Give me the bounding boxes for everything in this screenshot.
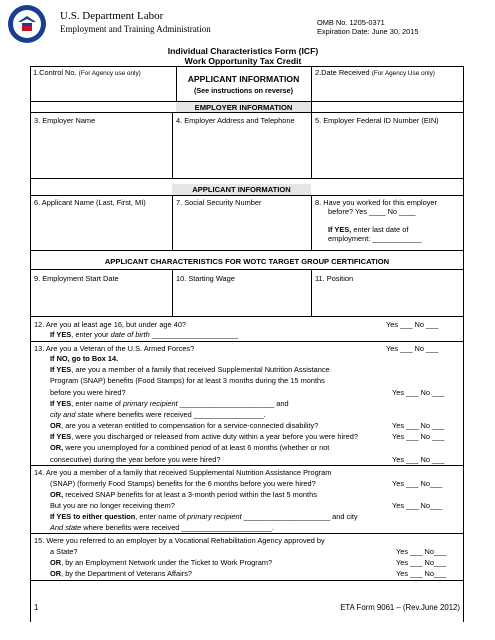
rule — [30, 465, 464, 466]
q12-enter: , enter your — [71, 330, 111, 339]
q13-snap-line1 — [50, 365, 330, 374]
q13-recipient-ifyes: If YES — [50, 399, 72, 408]
q13-snap-line3: before you were hired? — [50, 388, 126, 397]
q13-unemployed-yes-no[interactable]: Yes ___ No ___ — [392, 455, 445, 464]
rule — [30, 178, 464, 179]
date-received-note: (For Agency Use only) — [371, 70, 435, 77]
q15-ticket-or: OR — [50, 558, 62, 567]
employer-name-label: 3. Employer Name — [34, 116, 96, 125]
q14-line2: (SNAP) (formerly Food Stamps) benefits for the 6 months before you were hired? — [50, 479, 316, 488]
q14-recipient-line — [50, 512, 358, 521]
q13-unemployed-or: OR, — [50, 443, 64, 452]
rule — [311, 269, 312, 316]
q13-disability-line — [50, 421, 318, 430]
form-number: ETA Form 9061 – (Rev.June 2012) — [340, 603, 460, 612]
control-no-text: 1.Control No. — [33, 68, 77, 77]
employer-address-label: 4. Employer Address and Telephone — [176, 116, 295, 125]
q13-text: 13. Are you a Veteran of the U.S. Armed Forces? — [34, 344, 195, 353]
q14-line3 — [50, 490, 317, 499]
q13-recipient-blank[interactable]: _______________________ and — [177, 399, 289, 408]
expiration-date: Expiration Date: June 30, 2015 — [317, 27, 419, 36]
q13-city-label: city and state — [50, 410, 94, 419]
q13-discharge-text: , were you discharged or released from active duty within a year before you were hired? — [71, 432, 358, 441]
q15-state-line: a State? — [50, 547, 78, 556]
q14-either: If YES to either question — [50, 512, 136, 521]
wotc-section-title: APPLICANT CHARACTERISTICS FOR WOTC TARGET GROUP CERTIFICATION — [104, 257, 390, 266]
q13-disability-yes-no[interactable]: Yes ___ No ___ — [392, 421, 445, 430]
rule — [30, 112, 464, 113]
q13-discharge-yes-no[interactable]: Yes ___ No ___ — [392, 432, 445, 441]
q14-or: OR, — [50, 490, 64, 499]
q15-ticket-text: , by an Employment Network under the Ticket to Work Program? — [61, 558, 273, 567]
q13-city-blank[interactable]: where benefits were received _________________. — [93, 410, 266, 419]
q13-or: OR — [50, 421, 62, 430]
rule — [30, 112, 31, 622]
ssn-label: 7. Social Security Number — [176, 198, 262, 207]
q13-yes-no[interactable]: Yes ___ No ___ — [386, 344, 439, 353]
q15-state-yes-no[interactable]: Yes ___ No___ — [396, 547, 447, 556]
ssn-field[interactable] — [176, 208, 307, 248]
rule — [30, 195, 464, 196]
ifyes-bold: If YES, — [328, 225, 352, 234]
q13-snap-line2: Program (SNAP) benefits (Food Stamps) for at least 3 months during the 15 months — [50, 376, 325, 385]
employer-name-field[interactable] — [34, 128, 168, 176]
q14-line4: But you are no longer receiving them? — [50, 501, 175, 510]
rule — [172, 112, 173, 178]
q13-snap-text: , are you a member of a family that received Supplemental Nutrition Assistance — [71, 365, 330, 374]
q15-va-line — [50, 569, 192, 578]
q13-city-line — [50, 410, 266, 419]
q13-disability-text: , are you a veteran entitled to compensation for a service-connected disability? — [61, 421, 319, 430]
rule — [30, 341, 464, 342]
employer-fein-label: 5. Employer Federal ID Number (EIN) — [315, 116, 439, 125]
page-number: 1 — [34, 603, 39, 612]
rule — [30, 101, 464, 102]
q14-line3-text: received SNAP benefits for at least a 3-month period within the last 5 months — [63, 490, 317, 499]
control-no-label — [33, 68, 141, 78]
q14-yes-no[interactable]: Yes ___ No___ — [392, 479, 443, 488]
q14-recipient-label: primary recipient — [187, 512, 242, 521]
q14-state-label: And state — [50, 523, 82, 532]
q14-state-blank[interactable]: where benefits were received ______________________. — [81, 523, 274, 532]
form-subtitle: Work Opportunity Tax Credit — [184, 56, 302, 66]
q12-text: 12. Are you at least age 16, but under age 40? — [34, 320, 187, 329]
q13-ifno: If NO, go to Box 14. — [50, 354, 119, 363]
q12-dob: date of birth — [110, 330, 150, 339]
q14-enter: , enter name of — [135, 512, 188, 521]
omb-number: OMB No. 1205-0371 — [317, 18, 385, 27]
applicant-name-field[interactable] — [34, 208, 168, 248]
q13-recipient-enter: , enter name of — [71, 399, 123, 408]
starting-wage-label: 10. Starting Wage — [176, 274, 235, 283]
q15-text: 15. Were you referred to an employer by a Vocational Rehabilitation Agency approved by — [34, 536, 325, 545]
q12-blank[interactable]: _____________________ — [149, 330, 239, 339]
rule — [311, 195, 312, 250]
q13-recipient-label: primary recipient — [123, 399, 178, 408]
rule — [172, 269, 173, 316]
rule — [30, 533, 464, 534]
rule — [463, 66, 464, 622]
q14-state-line — [50, 523, 274, 532]
q15-va-text: , by the Department of Veterans Affairs? — [61, 569, 193, 578]
rule — [311, 66, 312, 112]
rule — [311, 112, 312, 178]
date-received-label — [315, 68, 435, 78]
q13-unemployed-line2: consecutive) during the year before you were hired? — [50, 455, 221, 464]
q15-ticket-yes-no[interactable]: Yes ___ No___ — [396, 558, 447, 567]
q15-va-or: OR — [50, 569, 62, 578]
q12-yes-no[interactable]: Yes ___ No ___ — [386, 320, 439, 329]
control-no-note: (For Agency use only) — [78, 70, 141, 77]
q14-no-longer-yes-no[interactable]: Yes ___ No___ — [392, 501, 443, 510]
rule — [30, 580, 464, 581]
employer-fein-field[interactable] — [315, 128, 459, 176]
q13-snap-yes-no[interactable]: Yes ___ No ___ — [392, 388, 445, 397]
applicant-name-label: 6. Applicant Name (Last, First, MI) — [34, 198, 146, 207]
rule — [30, 66, 31, 112]
last-employment-line1 — [328, 225, 408, 234]
rule — [30, 316, 464, 317]
q13-discharge-ifyes: If YES — [50, 432, 72, 441]
employer-section-title: EMPLOYER INFORMATION — [194, 103, 293, 112]
date-received-text: 2.Date Received — [315, 68, 370, 77]
form-title: Individual Characteristics Form (ICF) — [167, 46, 319, 56]
applicant-information-heading: APPLICANT INFORMATION — [187, 74, 300, 84]
instructions-note: (See instructions on reverse) — [193, 86, 294, 95]
start-date-label: 9. Employment Start Date — [34, 274, 119, 283]
rule — [172, 195, 173, 250]
last-employment-line2: employment: ____________ — [328, 234, 422, 243]
worked-before-line1: 8. Have you worked for this employer — [315, 198, 437, 207]
dol-seal-icon — [7, 4, 47, 44]
q12-dob-line — [50, 330, 238, 339]
ifyes-rest: enter last date of — [351, 225, 409, 234]
q15-ticket-line — [50, 558, 272, 567]
agency-name: Employment and Training Administration — [60, 24, 211, 34]
worked-before-line2: before? Yes ____ No ____ — [328, 207, 416, 216]
q12-ifyes: If YES — [50, 330, 72, 339]
starting-wage-field[interactable] — [176, 285, 307, 314]
rule — [30, 250, 464, 251]
department-name: U.S. Department Labor — [60, 10, 164, 22]
rule — [30, 66, 464, 67]
q13-discharge-line — [50, 432, 358, 441]
employer-address-field[interactable] — [176, 128, 307, 176]
q15-va-yes-no[interactable]: Yes ___ No___ — [396, 569, 447, 578]
position-field[interactable] — [315, 285, 459, 314]
q13-ifyes: If YES — [50, 365, 72, 374]
q14-text: 14. Are you a member of a family that received Supplemental Nutrition Assistance Program — [34, 468, 332, 477]
applicant-section-title: APPLICANT INFORMATION — [192, 185, 291, 194]
position-label: 11. Position — [315, 274, 354, 283]
q13-unemployed-text: were you unemployed for a combined period of at least 6 months (whether or not — [63, 443, 330, 452]
rule — [30, 269, 464, 270]
q13-recipient-line — [50, 399, 289, 408]
q14-recipient-blank[interactable]: _____________________ and city — [241, 512, 358, 521]
q13-unemployed-line1 — [50, 443, 329, 452]
start-date-field[interactable] — [34, 285, 168, 314]
